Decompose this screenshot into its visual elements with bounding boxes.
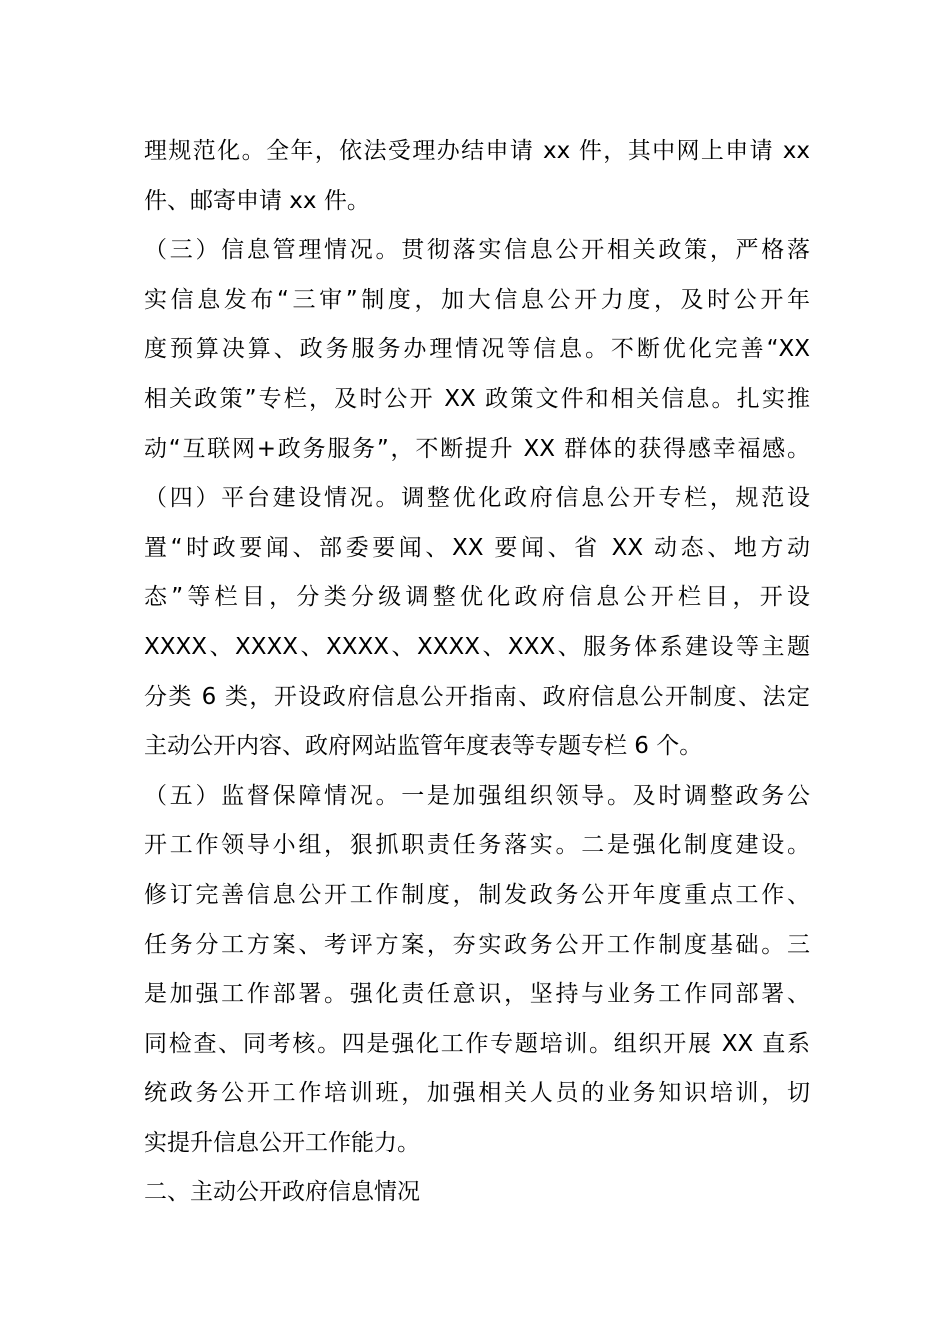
text-line: 度预算决算、政务服务办理情况等信息。不断优化完善“XX (144, 336, 810, 363)
text-line: 分类 6 类，开设政府信息公开指南、政府信息公开制度、法定 (144, 683, 810, 710)
section-heading-line: （四）平台建设情况。调整优化政府信息公开专栏，规范设 (144, 485, 810, 512)
body-text (144, 127, 810, 1218)
chapter-heading: 二、主动公开政府信息情况 (144, 1179, 420, 1206)
text-line: 动“互联网+政务服务”，不断提升 XX 群体的获得感幸福感。 (144, 435, 810, 462)
text-line: XXXX、XXXX、XXXX、XXXX、XXX、服务体系建设等主题 (144, 633, 810, 660)
text-line: 实信息发布“三审”制度，加大信息公开力度，及时公开年 (144, 286, 810, 313)
text-line: 同检查、同考核。四是强化工作专题培训。组织开展 XX 直系 (144, 1030, 810, 1057)
section-heading-line: （五）监督保障情况。一是加强组织领导。及时调整政务公 (144, 782, 810, 809)
text-line: 是加强工作部署。强化责任意识，坚持与业务工作同部署、 (144, 981, 810, 1008)
text-line: 态”等栏目，分类分级调整优化政府信息公开栏目，开设 (144, 584, 810, 611)
text-line: 实提升信息公开工作能力。 (144, 1129, 420, 1156)
section-heading-line: （三）信息管理情况。贯彻落实信息公开相关政策，严格落 (144, 237, 810, 264)
text-line: 修订完善信息公开工作制度，制发政务公开年度重点工作、 (144, 881, 810, 908)
text-line: 置“时政要闻、部委要闻、XX 要闻、省 XX 动态、地方动 (144, 534, 810, 561)
text-line: 任务分工方案、考评方案，夯实政务公开工作制度基础。三 (144, 931, 810, 958)
text-line: 件、邮寄申请 xx 件。 (144, 187, 370, 214)
text-line: 开工作领导小组，狠抓职责任务落实。二是强化制度建设。 (144, 832, 810, 859)
text-line: 主动公开内容、政府网站监管年度表等专题专栏 6 个。 (144, 733, 703, 760)
text-line: 理规范化。全年，依法受理办结申请 xx 件，其中网上申请 xx (144, 138, 810, 164)
text-line: 统政务公开工作培训班，加强相关人员的业务知识培训，切 (144, 1080, 810, 1107)
text-line: 相关政策”专栏，及时公开 XX 政策文件和相关信息。扎实推 (144, 385, 810, 412)
